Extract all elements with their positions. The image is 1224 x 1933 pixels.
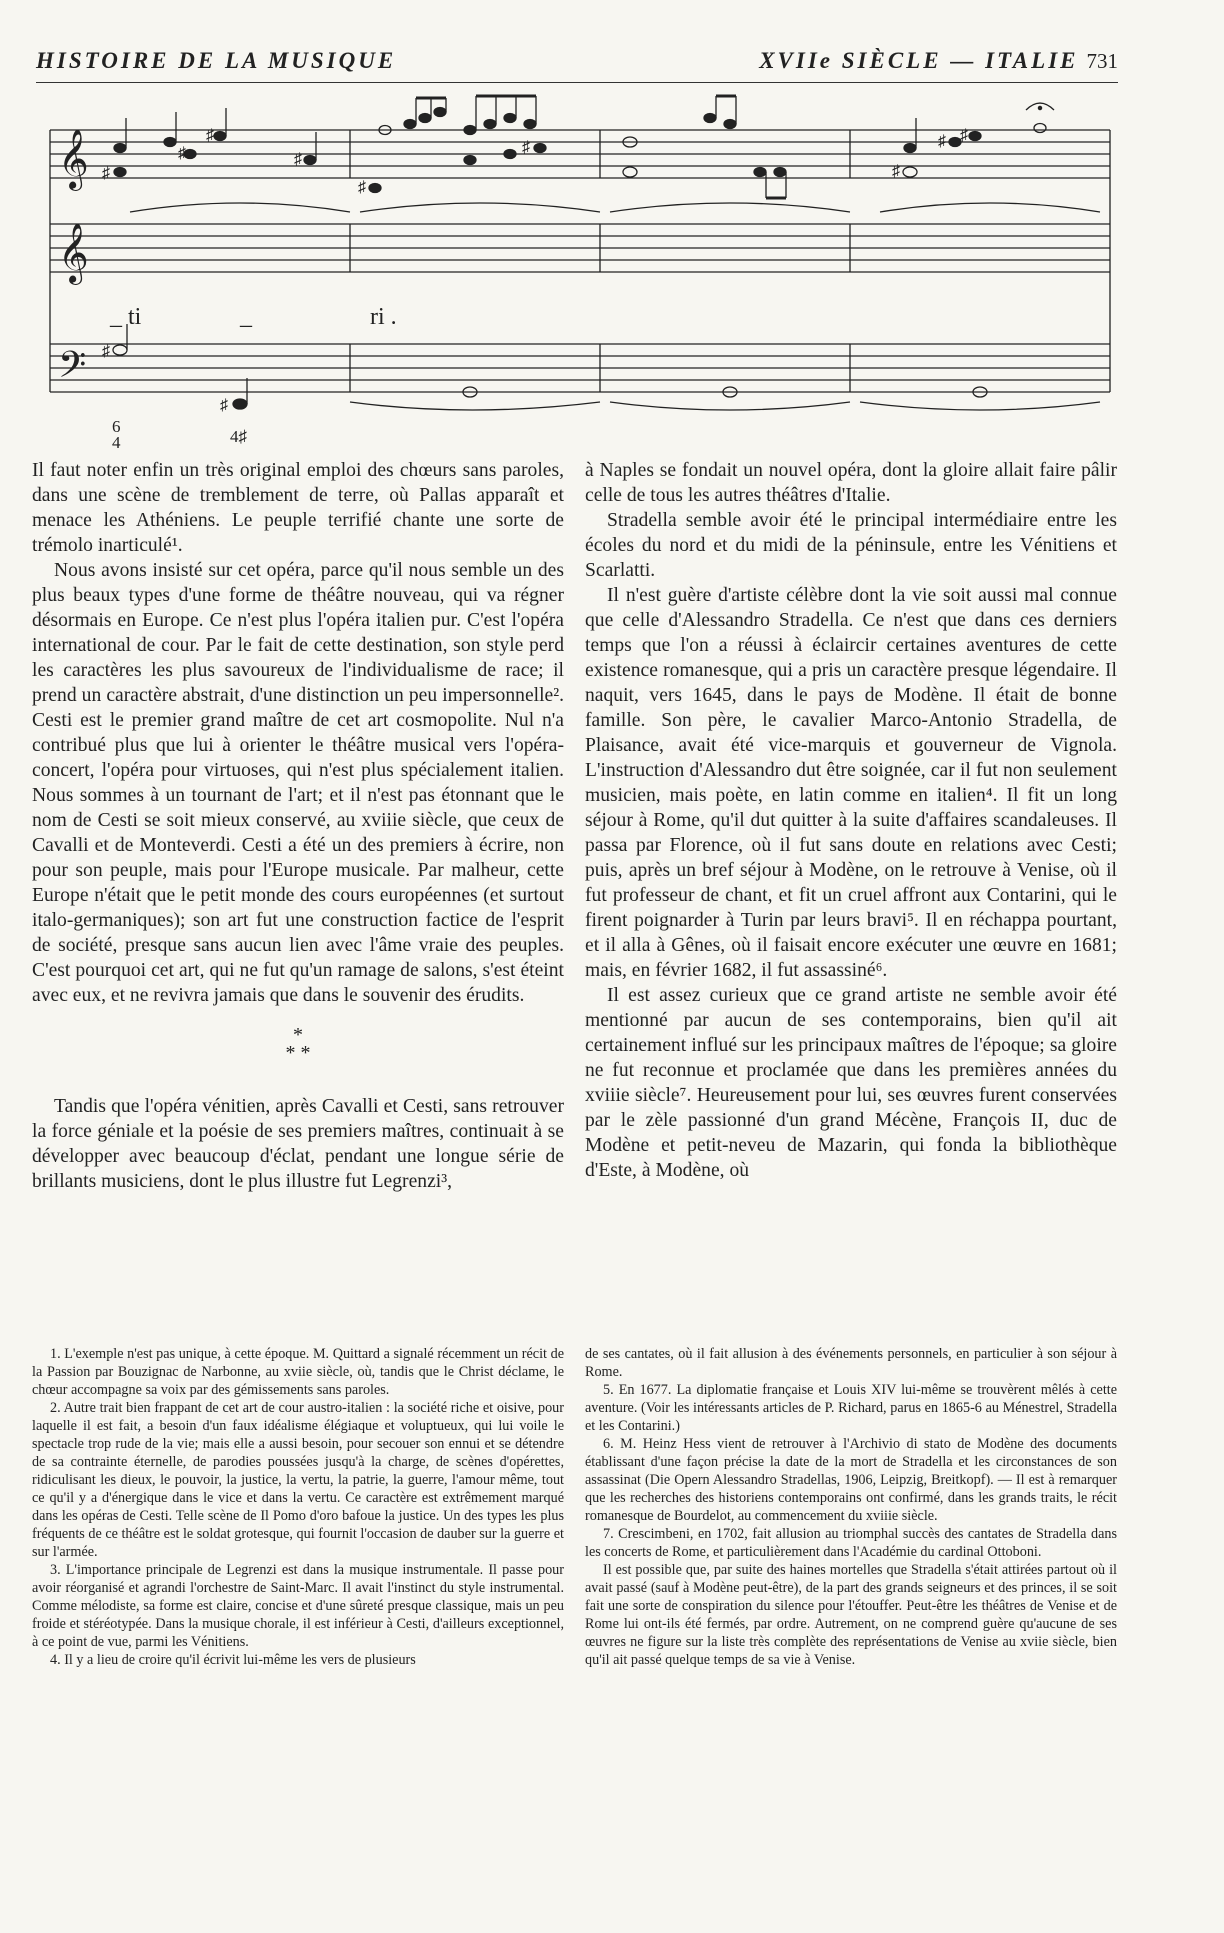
lyric-syllable: _ ti xyxy=(110,304,142,330)
svg-text:♯: ♯ xyxy=(102,343,110,360)
treble-clef-icon: 𝄞 xyxy=(58,129,89,189)
paragraph: Il n'est guère d'artiste célèbre dont la vie soit aussi mal connue que celle d'Alessandro Stradella. Ce n'est que dans ces derniers temps que l'on a réussi à éclaircir certaines aventures de cette existence romanesque, qui a pris un caractère presque légendaire. Il naquit, vers 1645, dans le pays de Modène. Il était de bonne famille. Son père, le cavalier Marco-Antonio Stradella, de Plaisance, avait été vice-marquis et gouverneur de Vignola. L'instruction d'Alessandro dut être soignée, car il fut non seulement musicien, mais poète, en latin comme en italien⁴. Il fit un long séjour à Rome, qu'il dut quitter à la suite d'affaires scandaleuses. Il passa par Florence, où il fut sans doute en relations avec Cesti; puis, après un bref séjour à Modène, on le retrouve à Venise, où il fut professeur de chant, et fit un cruel affront aux Contarini, qui le firent poignarder à Turin par leurs bravi⁵. Il en réchappa pourtant, et il alla à Gênes, où il faisait encore exécuter une œuvre en 1681; mais, en février 1682, il fut assassiné⁶. xyxy=(585,585,1117,981)
footnote: 7. Crescimbeni, en 1702, fait allusion au triomphal succès des cantates de Stradella dans les concerts de Rome, et particulièrement dans l'Académie du cardinal Ottoboni. xyxy=(585,1526,1117,1560)
svg-text:♯: ♯ xyxy=(102,165,110,182)
figured-bass-4: 4 xyxy=(112,433,121,448)
running-head-section xyxy=(759,48,1118,74)
paragraph: Stradella semble avoir été le principal intermédiaire entre les écoles du nord et du midi de la péninsule, entre les Vénitiens et Scarlatti. xyxy=(585,510,1117,581)
footnote: 1. L'exemple n'est pas unique, à cette époque. M. Quittard a signalé récemment un récit de la Passion par Bouzignac de Narbonne, au xviie siècle, où, tandis que le Christ déclame, le chœur accompagne sa voix par des gémissements sans paroles. xyxy=(32,1346,564,1398)
lyric-syllable: ri . xyxy=(370,304,397,330)
treble-clef-icon: 𝄞 xyxy=(58,223,89,283)
footnotes-left xyxy=(32,1345,564,1669)
right-column xyxy=(585,458,1117,1183)
lyric-syllable: _ xyxy=(240,304,252,330)
running-head-century: XVIIe SIÈCLE — ITALIE xyxy=(759,48,1079,73)
running-head-title: HISTOIRE DE LA MUSIQUE xyxy=(36,48,397,73)
footnote: de ses cantates, où il fait allusion à des événements personnels, en particulier à son séjour à Rome. xyxy=(585,1346,1117,1380)
running-head xyxy=(36,48,1118,83)
figured-bass-4sharp: 4♯ xyxy=(230,427,247,446)
svg-text:♯: ♯ xyxy=(938,133,946,150)
paragraph: à Naples se fondait un nouvel opéra, dont la gloire allait faire pâlir celle de tous les autres théâtres d'Italie. xyxy=(585,460,1117,506)
svg-text:♯: ♯ xyxy=(294,151,302,168)
footnote: 6. M. Heinz Hess vient de retrouver à l'Archivio di stato de Modène des documents établissant d'une façon précise la date de la mort de Stradella et les circonstances de son assassinat (Die Opern Alessandro Stradellas, 1906, Leipzig, Breitkopf). — Il est à remarquer que les recherches des historiens contemporains ont confirmé, dans les grands traits, le récit romanesque de Bourdelot, au commencement du xviiie siècle. xyxy=(585,1436,1117,1524)
bass-notes xyxy=(113,324,987,409)
svg-text:♯: ♯ xyxy=(522,139,530,156)
svg-text:♯: ♯ xyxy=(960,127,968,144)
svg-text:♯: ♯ xyxy=(206,127,214,144)
footnotes-right xyxy=(585,1345,1117,1669)
paragraph: Tandis que l'opéra vénitien, après Cavalli et Cesti, sans retrouver la force géniale et la poésie de ses premiers maîtres, continuait à se développer avec beaucoup d'éclat, pendant une longue série de brillants musiciens, dont le plus illustre fut Legrenzi³, xyxy=(32,1096,564,1192)
bass-clef-icon: 𝄢 xyxy=(58,344,87,395)
footnote: 3. L'importance principale de Legrenzi est dans la musique instrumentale. Il passe pour avoir réorganisé et agrandi l'orchestre de Saint-Marc. Il avait l'instinct du style instrumental. Comme mélodiste, sa forme est claire, concise et d'une sûreté presque classique, mais un peu froide et stéréotypée. Dans la musique chorale, il est inférieur à Cesti, d'ailleurs exceptionnel, à ce point de vue, parmi les Vénitiens. xyxy=(32,1562,564,1650)
paragraph: Nous avons insisté sur cet opéra, parce qu'il nous semble un des plus beaux types d'une forme de théâtre nouveau, qui va régner désormais en Europe. Ce n'est plus l'opéra italien pur. C'est l'opéra international de cour. Par le fait de cette destination, son style perd les caractères les plus savoureux de l'individualisme de race; il prend un caractère abstrait, d'une distinction un peu impersonnelle². Cesti est le premier grand maître de cet art cosmopolite. Nul n'a contribué plus que lui à orienter le théâtre musical vers l'opéra-concert, l'opéra pour virtuoses, qui n'est plus spécialement italien. Nous sommes à un tournant de l'art; et il n'est pas étonnant que le nom de Cesti se soit mieux conservé, au xviiie siècle, que ceux de Cavalli et de Monteverdi. Cesti a été un des premiers à écrire, non pour son peuple, mais pour l'Europe musicale. Par malheur, cette Europe n'était que le petit monde des cours européennes (et surtout italo-germaniques); son art fut une construction factice de l'esprit de société, presque sans aucun lien avec l'âme vraie des peuples. C'est pourquoi cet art, qui ne fut qu'un ramage de salons, s'est éteint avec eux, et ne revivra jamais que dans le souvenir des érudits. xyxy=(32,560,564,1006)
svg-text:♯: ♯ xyxy=(220,397,228,414)
upper-notes xyxy=(102,96,1054,198)
figured-bass-6: 6 xyxy=(112,417,121,436)
svg-text:♯: ♯ xyxy=(892,163,900,180)
section-separator: * * * xyxy=(285,1024,311,1064)
left-column xyxy=(32,458,564,1194)
paragraph: Il faut noter enfin un très original emploi des chœurs sans paroles, dans une scène de tremblement de terre, où Pallas apparaît et menace les Athéniens. Le peuple terrifié chante une sorte de trémolo inarticulé¹. xyxy=(32,460,564,556)
staff-lines xyxy=(50,130,1110,392)
ties xyxy=(130,203,1100,410)
footnote: 5. En 1677. La diplomatie française et Louis XIV lui-même se trouvèrent mêlés à cette aventure. (Voir les intéressants articles de P. Richard, parus en 1865-6 au Ménestrel, Stradella et les Contarini.) xyxy=(585,1382,1117,1434)
page-number: 731 xyxy=(1086,49,1118,73)
svg-text:♯: ♯ xyxy=(178,145,186,162)
svg-text:♯: ♯ xyxy=(358,179,366,196)
music-score xyxy=(30,88,1124,448)
paragraph: Il est assez curieux que ce grand artiste ne semble avoir été mentionné par aucun de ses contemporains, bien qu'il ait certainement influé sur les principaux maîtres de l'époque; sa gloire ne fut reconnue et proclamée que dans les premières années du xviiie siècle⁷. Heureusement pour lui, ses œuvres furent conservées par le zèle passionné d'un grand Mécène, François II, duc de Modène et petit-neveu de Mazarin, qui fonda la bibliothèque d'Este, à Modène, où xyxy=(585,985,1117,1181)
footnote: 4. Il y a lieu de croire qu'il écrivit lui-même les vers de plusieurs xyxy=(50,1652,416,1668)
footnote: Il est possible que, par suite des haines mortelles que Stradella s'était attirées partout où il avait passé (sauf à Modène peut-être), de la part des grands seigneurs et des princes, il se soit fait une sorte de conspiration du silence pour l'étouffer. Peut-être les théâtres de Venise et de Rome lui ont-ils été fermés, par ordre. Autrement, on ne comprend guère qu'aucune de ses œuvres ne figure sur la liste très complète des représentations de Venise au xviie siècle, bien qu'il ait passé quelque temps de sa vie à Venise. xyxy=(585,1562,1117,1668)
footnote: 2. Autre trait bien frappant de cet art de cour austro-italien : la société riche et oisive, pour laquelle il est fait, a besoin d'un faux idéalisme élégiaque et voluptueux, qui lui voile le spectacle trop rude de la vie; mais elle a aussi besoin, pour secouer son ennui et se détendre de sa contrainte éternelle, de parodies poussées jusqu'à la charge, de scènes d'opérettes, ridiculisant les dieux, le pouvoir, la justice, la vertu, la patrie, la guerre, l'amour même, tout ce qu'il y a d'énergique dans le vice et dans la vertu. Ce caractère est extrêmement marqué dans les opéras de Cesti. Telle scène de Il Pomo d'oro bafoue la justice. Un des types les plus fréquents de ce théâtre est le soldat grotesque, qui fournit l'occasion de dauber sur la guerre et sur l'armée. xyxy=(32,1400,564,1560)
